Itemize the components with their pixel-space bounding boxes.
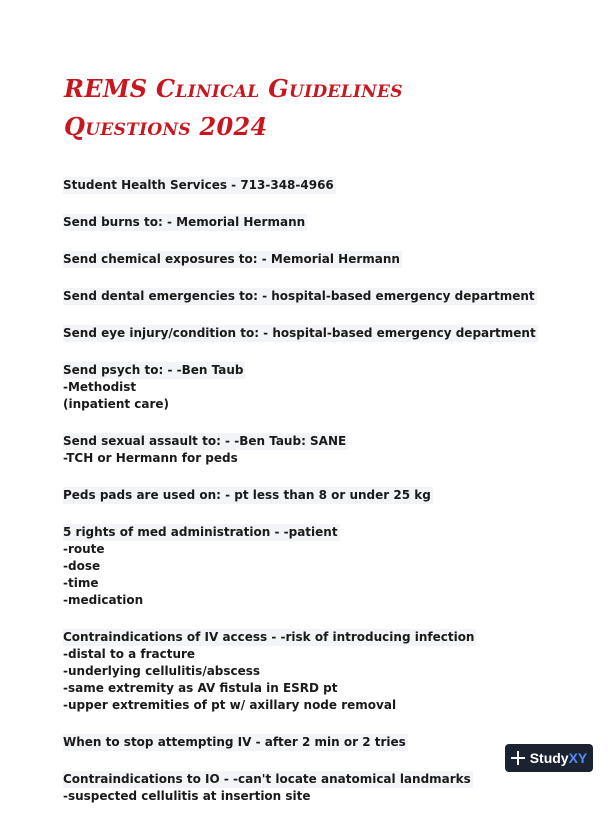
qa-answer-line: (inpatient care) [63,397,170,411]
qa-item [63,248,583,268]
title-line-2: Questions 2024 [64,112,268,141]
qa-answer-line: -distal to a fracture [63,647,196,661]
qa-answer-line: -suspected cellulitis at insertion site [63,789,311,803]
qa-item [63,174,583,194]
qa-item [63,626,583,714]
qa-question-line: Send burns to: - Memorial Hermann [63,215,306,229]
qa-question-line: Send psych to: - -Ben Taub [63,363,244,377]
qa-question-line: 5 rights of med administration - -patient [63,525,338,539]
qa-question-line: When to stop attempting IV - after 2 min or 2 tries [63,735,406,749]
qa-answer-line: -time [63,576,99,590]
qa-answer-line: -same extremity as AV fistula in ESRD pt [63,681,338,695]
title-line-1: REMS Clinical Guidelines [64,74,403,103]
qa-item [63,285,583,305]
qa-item [63,484,583,504]
qa-item [63,359,583,413]
qa-question-line: Contraindications to IO - -can't locate anatomical landmarks [63,772,471,786]
qa-answer-line: -upper extremities of pt w/ axillary node removal [63,698,397,712]
qa-question-line: Send dental emergencies to: - hospital-based emergency department [63,289,535,303]
qa-question-line: Student Health Services - 713-348-4966 [63,178,334,192]
qa-item [63,211,583,231]
brand-name: StudyXY [529,750,588,766]
qa-question-line: Send sexual assault to: - -Ben Taub: SANE [63,434,347,448]
qa-answer-line: -medication [63,593,144,607]
qa-answer-line: -underlying cellulitis/abscess [63,664,261,678]
qa-question-line: Peds pads are used on: - pt less than 8 or under 25 kg [63,488,431,502]
qa-answer-line: -dose [63,559,101,573]
qa-answer-line: -route [63,542,105,556]
document-title [64,70,584,146]
qa-item [63,430,583,467]
qa-item [63,322,583,342]
qa-list [63,174,583,822]
qa-item [63,521,583,609]
qa-question-line: Send chemical exposures to: - Memorial Hermann [63,252,400,266]
qa-question-line: Contraindications of IV access - -risk of introducing infection [63,630,475,644]
qa-item [63,768,583,805]
plus-icon [511,751,525,765]
qa-answer-line: -TCH or Hermann for peds [63,451,238,465]
qa-answer-line: -Methodist [63,380,137,394]
studyxy-badge[interactable] [505,744,593,772]
qa-question-line: Send eye injury/condition to: - hospital-based emergency department [63,326,536,340]
